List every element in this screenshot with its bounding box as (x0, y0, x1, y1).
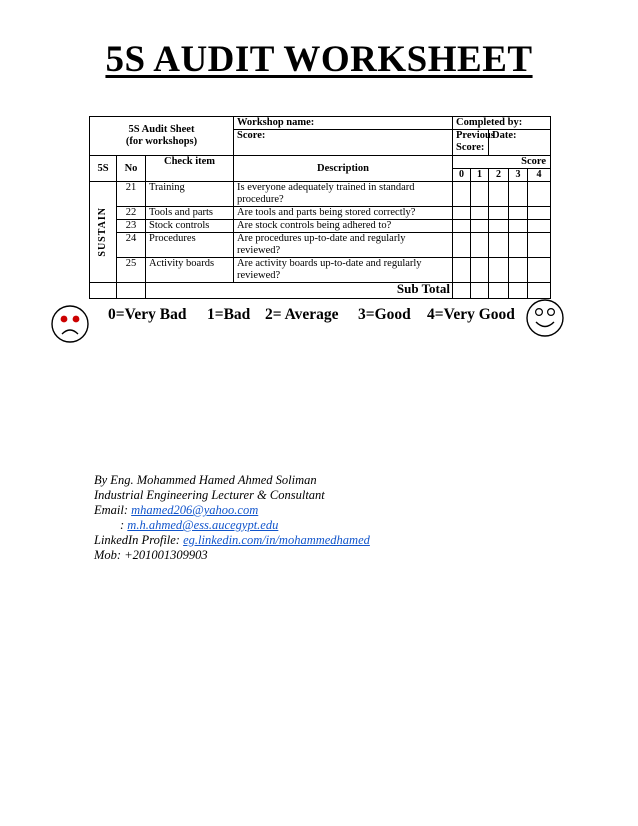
row-number: 25 (117, 258, 146, 283)
subtotal-label: Sub Total (146, 283, 453, 299)
author-email-line (94, 503, 370, 518)
score-col-3: 3 (509, 169, 528, 182)
row-number: 21 (117, 182, 146, 207)
table-row (90, 220, 551, 233)
author-linkedin-line (94, 533, 370, 548)
email-link-primary[interactable]: mhamed206@yahoo.com (131, 503, 259, 517)
score-cell[interactable] (489, 207, 509, 220)
score-col-1: 1 (471, 169, 489, 182)
score-cell[interactable] (528, 220, 551, 233)
previous-score-field[interactable] (453, 130, 495, 156)
score-cell[interactable] (509, 233, 528, 258)
author-name: By Eng. Mohammed Hamed Ahmed Soliman (94, 473, 317, 487)
column-check-item: Check item (146, 156, 234, 182)
email-link-secondary[interactable]: m.h.ahmed@ess.aucegypt.edu (127, 518, 279, 532)
table-row (90, 233, 551, 258)
score-cell[interactable] (509, 220, 528, 233)
score-field[interactable]: Score: (234, 130, 453, 156)
score-cell[interactable] (489, 182, 509, 207)
table-row (90, 258, 551, 283)
sad-face-icon (50, 304, 90, 344)
sustain-label: SUSTAIN (97, 207, 108, 257)
subtotal-cell[interactable] (509, 283, 528, 299)
score-col-2: 2 (489, 169, 509, 182)
legend-very-good: 4=Very Good (427, 306, 515, 323)
row-check-item: Tools and parts (146, 207, 234, 220)
score-cell[interactable] (453, 207, 471, 220)
row-check-item: Stock controls (146, 220, 234, 233)
column-score: Score (453, 156, 551, 169)
score-cell[interactable] (509, 207, 528, 220)
section-sustain (90, 182, 117, 283)
email-label: Email: (94, 503, 132, 517)
subtotal-cell[interactable] (471, 283, 489, 299)
subtotal-row (90, 283, 551, 299)
score-cell[interactable] (471, 220, 489, 233)
legend-good: 3=Good (358, 306, 411, 323)
subtotal-cell[interactable] (453, 283, 471, 299)
table-row (90, 182, 551, 207)
previous-label-line2: Score: (456, 142, 485, 153)
sheet-label-line2: (for workshops) (125, 136, 198, 147)
legend-average: 2= Average (265, 306, 339, 323)
row-number: 23 (117, 220, 146, 233)
happy-face-icon (525, 298, 565, 338)
column-description: Description (234, 156, 453, 182)
completed-by-field[interactable]: Completed by: (453, 117, 551, 130)
linkedin-link[interactable]: eg.linkedin.com/in/mohammedhamed (183, 533, 370, 547)
author-mobile: Mob: +201001309903 (94, 548, 208, 562)
score-cell[interactable] (528, 233, 551, 258)
row-description: Are procedures up-to-date and regularly reviewed? (234, 233, 453, 258)
score-cell[interactable] (471, 207, 489, 220)
score-cell[interactable] (509, 258, 528, 283)
row-description: Are stock controls being adhered to? (234, 220, 453, 233)
table-row (90, 207, 551, 220)
score-col-0: 0 (453, 169, 471, 182)
row-description: Are activity boards up-to-date and regularly reviewed? (234, 258, 453, 283)
row-number: 22 (117, 207, 146, 220)
author-email2-line (94, 518, 370, 533)
sheet-label-line1: 5S Audit Sheet (128, 124, 195, 135)
score-cell[interactable] (453, 258, 471, 283)
score-cell[interactable] (471, 258, 489, 283)
score-cell[interactable] (489, 258, 509, 283)
date-field[interactable]: Date: (489, 130, 551, 156)
score-cell[interactable] (471, 233, 489, 258)
linkedin-label: LinkedIn Profile: (94, 533, 184, 547)
subtotal-cell[interactable] (489, 283, 509, 299)
audit-table (89, 116, 551, 299)
page-title (0, 38, 638, 81)
row-check-item: Training (146, 182, 234, 207)
column-5s: 5S (90, 156, 117, 182)
row-description: Is everyone adequately trained in standard procedure? (234, 182, 453, 207)
score-cell[interactable] (528, 258, 551, 283)
row-description: Are tools and parts being stored correctly? (234, 207, 453, 220)
row-number: 24 (117, 233, 146, 258)
audit-sheet-label (90, 117, 234, 156)
row-check-item: Activity boards (146, 258, 234, 283)
score-cell[interactable] (489, 233, 509, 258)
workshop-name-field[interactable]: Workshop name: (234, 117, 453, 130)
score-cell[interactable] (489, 220, 509, 233)
score-col-4: 4 (528, 169, 551, 182)
score-legend (0, 304, 638, 336)
previous-label-line1: Previous (456, 130, 495, 141)
author-block (94, 473, 370, 563)
score-cell[interactable] (453, 233, 471, 258)
email2-prefix: : (120, 518, 128, 532)
page-title-text: 5S AUDIT WORKSHEET (105, 39, 533, 80)
legend-bad: 1=Bad (207, 306, 251, 323)
score-cell[interactable] (509, 182, 528, 207)
score-cell[interactable] (453, 182, 471, 207)
score-cell[interactable] (453, 220, 471, 233)
score-cell[interactable] (471, 182, 489, 207)
legend-very-bad: 0=Very Bad (108, 306, 187, 323)
row-check-item: Procedures (146, 233, 234, 258)
author-role: Industrial Engineering Lecturer & Consultant (94, 488, 325, 502)
column-no: No (117, 156, 146, 182)
subtotal-cell[interactable] (528, 283, 551, 299)
score-cell[interactable] (528, 207, 551, 220)
score-cell[interactable] (528, 182, 551, 207)
